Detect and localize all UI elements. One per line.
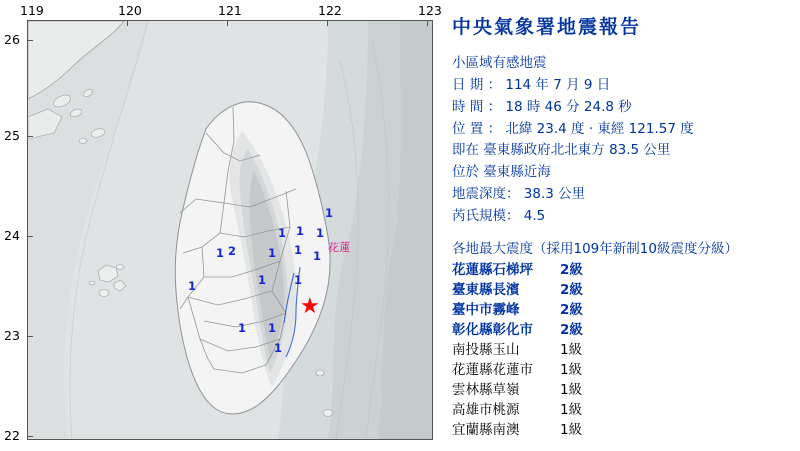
map-x-tick-2: 121 — [218, 3, 242, 18]
intensity-section-header: 各地最大震度（採用109年新制10級震度分級） — [452, 240, 738, 257]
map-x-tick-0: 119 — [20, 3, 44, 18]
intensity-marker: 1 — [216, 246, 225, 260]
intensity-marker: 1 — [278, 226, 287, 240]
map-city-label-hualien: 花蓮 — [328, 241, 350, 254]
map-tick — [427, 20, 428, 26]
intensity-list — [452, 261, 800, 441]
intensity-level: 2級 — [560, 281, 583, 298]
intensity-list-item — [452, 381, 800, 401]
map-x-tick-3: 122 — [318, 3, 342, 18]
map-tick — [27, 336, 33, 337]
report-region: 位於 臺東縣近海 — [452, 164, 551, 181]
intensity-level: 1級 — [560, 381, 583, 398]
intensity-marker: 1 — [296, 224, 305, 238]
intensity-place: 彰化縣彰化市 — [452, 321, 533, 338]
report-subtitle: 小區域有感地震 — [452, 55, 547, 71]
report-magnitude: 芮氏規模： 4.5 — [452, 208, 546, 225]
intensity-level: 1級 — [560, 421, 583, 438]
intensity-level: 2級 — [560, 321, 583, 338]
map-viewport[interactable] — [27, 20, 433, 440]
map-x-tick-4: 123 — [418, 3, 442, 18]
intensity-place: 花蓮縣石梯坪 — [452, 261, 533, 278]
intensity-list-item — [452, 421, 800, 441]
intensity-marker: 1 — [268, 321, 277, 335]
intensity-level: 2級 — [560, 261, 583, 278]
intensity-marker: 2 — [228, 244, 237, 258]
intensity-level: 2級 — [560, 301, 583, 318]
report-relative-location: 即在 臺東縣政府北北東方 83.5 公里 — [452, 142, 671, 159]
intensity-level: 1級 — [560, 341, 583, 358]
taiwan-map-graphic — [28, 21, 432, 439]
map-y-tick-0: 26 — [4, 32, 20, 47]
intensity-marker: 1 — [268, 246, 277, 260]
report-title: 中央氣象署地震報告 — [452, 16, 642, 38]
intensity-place: 臺中市霧峰 — [452, 301, 520, 318]
map-tick — [327, 20, 328, 26]
map-tick — [27, 236, 33, 237]
report-location: 位 置 ： 北緯 23.4 度 ‧ 東經 121.57 度 — [452, 120, 694, 137]
map-tick — [127, 20, 128, 26]
intensity-marker: 1 — [258, 273, 267, 287]
intensity-marker: 1 — [294, 243, 303, 257]
intensity-place: 雲林縣草嶺 — [452, 381, 520, 398]
map-x-tick-1: 120 — [118, 3, 142, 18]
intensity-place: 高雄市桃源 — [452, 401, 520, 418]
intensity-marker: 1 — [238, 321, 247, 335]
intensity-marker: 1 — [188, 279, 197, 293]
intensity-list-item — [452, 401, 800, 421]
map-tick — [27, 436, 33, 437]
map-y-tick-4: 22 — [4, 428, 20, 443]
intensity-place: 臺東縣長濱 — [452, 281, 520, 298]
map-tick — [27, 136, 33, 137]
intensity-marker: 1 — [316, 226, 325, 240]
map-tick — [227, 20, 228, 26]
map-y-tick-1: 25 — [4, 128, 20, 143]
report-date: 日 期 ： 114 年 7 月 9 日 — [452, 76, 611, 93]
report-time: 時 間 ： 18 時 46 分 24.8 秒 — [452, 98, 632, 115]
intensity-marker: 1 — [313, 249, 322, 263]
intensity-level: 1級 — [560, 401, 583, 418]
intensity-list-item — [452, 301, 800, 321]
intensity-marker: 1 — [294, 273, 303, 287]
intensity-list-item — [452, 341, 800, 361]
map-y-tick-2: 24 — [4, 228, 20, 243]
intensity-list-item — [452, 281, 800, 301]
intensity-place: 花蓮縣花蓮市 — [452, 361, 533, 378]
intensity-marker: 1 — [274, 341, 283, 355]
intensity-list-item — [452, 361, 800, 381]
map-y-tick-3: 23 — [4, 328, 20, 343]
intensity-place: 宜蘭縣南澳 — [452, 421, 520, 438]
intensity-place: 南投縣玉山 — [452, 341, 520, 358]
report-panel — [452, 0, 800, 451]
intensity-list-item — [452, 321, 800, 341]
map-tick — [27, 20, 28, 26]
report-depth: 地震深度： 38.3 公里 — [452, 186, 586, 203]
epicenter-star-icon: ★ — [300, 294, 320, 319]
intensity-level: 1級 — [560, 361, 583, 378]
intensity-marker: 1 — [325, 206, 334, 220]
intensity-list-item — [452, 261, 800, 281]
map-tick — [27, 40, 33, 41]
